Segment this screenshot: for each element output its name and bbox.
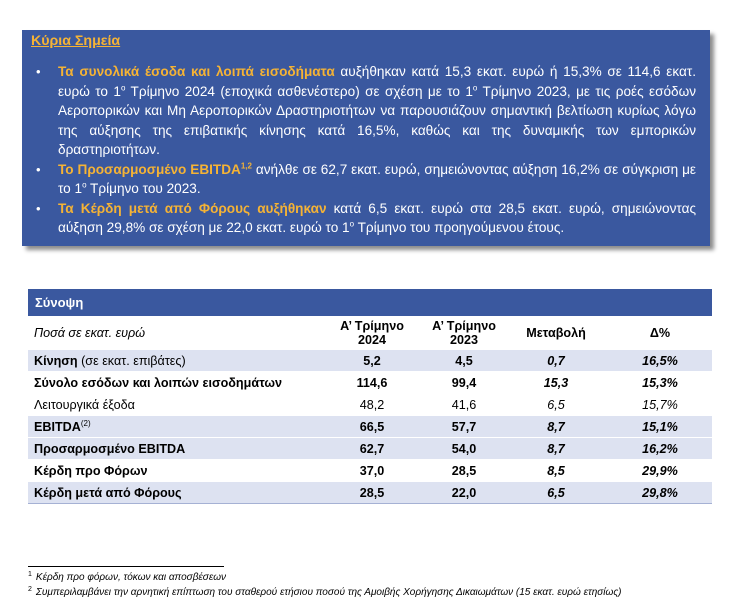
cell-pct: 15,1% bbox=[608, 416, 712, 438]
cell-change: 8,7 bbox=[504, 438, 608, 460]
cell-pct: 16,2% bbox=[608, 438, 712, 460]
row-label-text: Κίνηση bbox=[34, 353, 78, 368]
cell-change: 6,5 bbox=[504, 394, 608, 416]
key-point-text: ανήλθε σε 62,7 εκατ. ευρώ, σημειώνοντας αύξηση 16,2% σε σύγκριση με το 1 bbox=[58, 161, 696, 196]
table-row bbox=[28, 438, 712, 460]
column-header-line: Α’ Τρίμηνο bbox=[340, 319, 404, 333]
table-row bbox=[28, 482, 712, 504]
table-header-row bbox=[28, 316, 712, 350]
cell-pct: 15,7% bbox=[608, 394, 712, 416]
key-point-text: Τρίμηνο του προηγούμενου έτους. bbox=[354, 220, 565, 235]
cell-2023: 99,4 bbox=[424, 372, 504, 394]
key-point-text: αυξήθηκαν κατά 15,3 εκατ. ευρώ ή 15,3% σε 114,6 εκατ. ευρώ το 1 bbox=[58, 64, 696, 99]
cell-2023: 28,5 bbox=[424, 460, 504, 482]
cell-pct: 29,8% bbox=[608, 482, 712, 504]
cell-change: 6,5 bbox=[504, 482, 608, 504]
footnote-number: 2 bbox=[28, 585, 32, 593]
summary-title: Σύνοψη bbox=[28, 289, 712, 316]
cell-2024: 66,5 bbox=[320, 416, 424, 438]
row-label-text: EBITDA bbox=[34, 419, 81, 434]
column-header-2023 bbox=[424, 316, 504, 350]
row-label-sub: (σε εκατ. επιβάτες) bbox=[77, 353, 186, 368]
footnote-text: Συμπεριλαμβάνει την αρνητική επίπτωση του σταθερού ετήσιου ποσού της Αμοιβής Χορήγησης Δικαιωμάτων (15 εκατ. ευρώ ετησίως) bbox=[35, 587, 622, 598]
summary-section bbox=[28, 289, 712, 504]
summary-table bbox=[28, 316, 712, 504]
key-point-lead: Τα Κέρδη μετά από Φόρους αυξήθηκαν bbox=[58, 200, 327, 216]
footnote-1 bbox=[28, 570, 622, 585]
column-header-line: 2024 bbox=[357, 333, 387, 347]
row-label bbox=[28, 350, 320, 372]
cell-2024: 48,2 bbox=[320, 394, 424, 416]
cell-2023: 54,0 bbox=[424, 438, 504, 460]
cell-change: 15,3 bbox=[504, 372, 608, 394]
cell-change: 0,7 bbox=[504, 350, 608, 372]
table-row bbox=[28, 416, 712, 438]
key-point-net-profit bbox=[36, 199, 696, 238]
key-point-lead: Το Προσαρμοσμένο EBITDA bbox=[58, 161, 241, 177]
row-label: Σύνολο εσόδων και λοιπών εισοδημάτων bbox=[28, 372, 320, 394]
cell-2024: 114,6 bbox=[320, 372, 424, 394]
column-header-change: Μεταβολή bbox=[526, 326, 586, 340]
key-point-ebitda bbox=[36, 160, 696, 199]
cell-pct: 29,9% bbox=[608, 460, 712, 482]
column-header-line: Α’ Τρίμηνο bbox=[432, 319, 496, 333]
ordinal-sup: ο bbox=[472, 82, 478, 92]
row-label: Κέρδη προ Φόρων bbox=[28, 460, 320, 482]
footnotes bbox=[28, 570, 622, 600]
key-point-text: Τρίμηνο του 2023. bbox=[86, 181, 201, 196]
cell-2024: 62,7 bbox=[320, 438, 424, 460]
table-row bbox=[28, 350, 712, 372]
key-point-revenue bbox=[36, 62, 697, 160]
column-header-pct: Δ% bbox=[649, 326, 671, 340]
cell-pct: 16,5% bbox=[608, 350, 712, 372]
bullet-icon: • bbox=[36, 64, 41, 79]
key-point-lead: Τα συνολικά έσοδα και λοιπά εισοδήματα bbox=[58, 64, 335, 79]
key-points-title: Κύρια Σημεία bbox=[31, 33, 121, 49]
column-header-2024 bbox=[320, 316, 424, 350]
footnote-2 bbox=[28, 585, 622, 600]
ordinal-sup: ο bbox=[82, 180, 87, 190]
ordinal-sup: ο bbox=[349, 219, 355, 229]
table-row bbox=[28, 460, 712, 482]
cell-change: 8,5 bbox=[504, 460, 608, 482]
column-header-line: 2023 bbox=[449, 333, 479, 347]
footnote-text: Κέρδη προ φόρων, τόκων και αποσβέσεων bbox=[35, 572, 227, 583]
row-label: Κέρδη μετά από Φόρους bbox=[28, 482, 320, 504]
footnote-number: 1 bbox=[28, 570, 32, 578]
bullet-icon: • bbox=[36, 200, 41, 216]
key-point-text: Τρίμηνο 2023, με τις ροές εσόδων Αεροπορικών και Μη Αεροπορικών Δραστηριοτήτων να παρουσιάζουν σημαντική βελτίωση κυρίως λόγω της αύξησης της επιβατικής κίνησης κατά 16,5%, καθώς και της δυναμικής των εμπορικών δραστηριοτήτων. bbox=[58, 83, 697, 157]
ordinal-sup: ο bbox=[120, 82, 126, 92]
footnote-ref: 1,2 bbox=[240, 160, 252, 170]
key-point-text: κατά 6,5 εκατ. ευρώ στα 28,5 εκατ. ευρώ, σημειώνοντας αύξηση 29,8% σε σχέση με 22,0 εκατ. ευρώ το 1 bbox=[58, 200, 696, 235]
footnote-ref: (2) bbox=[80, 418, 91, 428]
cell-2023: 22,0 bbox=[424, 482, 504, 504]
table-row bbox=[28, 394, 712, 416]
cell-change: 8,7 bbox=[504, 416, 608, 438]
cell-pct: 15,3% bbox=[608, 372, 712, 394]
key-point-text: Τρίμηνο 2024 (εποχικά ασθενέστερο) σε σχέση με το 1 bbox=[125, 83, 473, 99]
cell-2023: 4,5 bbox=[424, 350, 504, 372]
cell-2024: 5,2 bbox=[320, 350, 424, 372]
cell-2024: 37,0 bbox=[320, 460, 424, 482]
cell-2024: 28,5 bbox=[320, 482, 424, 504]
cell-2023: 57,7 bbox=[424, 416, 504, 438]
cell-2023: 41,6 bbox=[424, 394, 504, 416]
bullet-icon: • bbox=[36, 161, 41, 177]
footnote-divider bbox=[28, 566, 224, 567]
row-label: Προσαρμοσμένο EBITDA bbox=[28, 438, 320, 460]
key-points-list bbox=[36, 62, 697, 238]
table-row bbox=[28, 372, 712, 394]
key-points-box bbox=[22, 30, 710, 246]
row-label bbox=[28, 416, 320, 438]
row-label: Λειτουργικά έξοδα bbox=[28, 394, 320, 416]
unit-label: Ποσά σε εκατ. ευρώ bbox=[34, 326, 146, 340]
